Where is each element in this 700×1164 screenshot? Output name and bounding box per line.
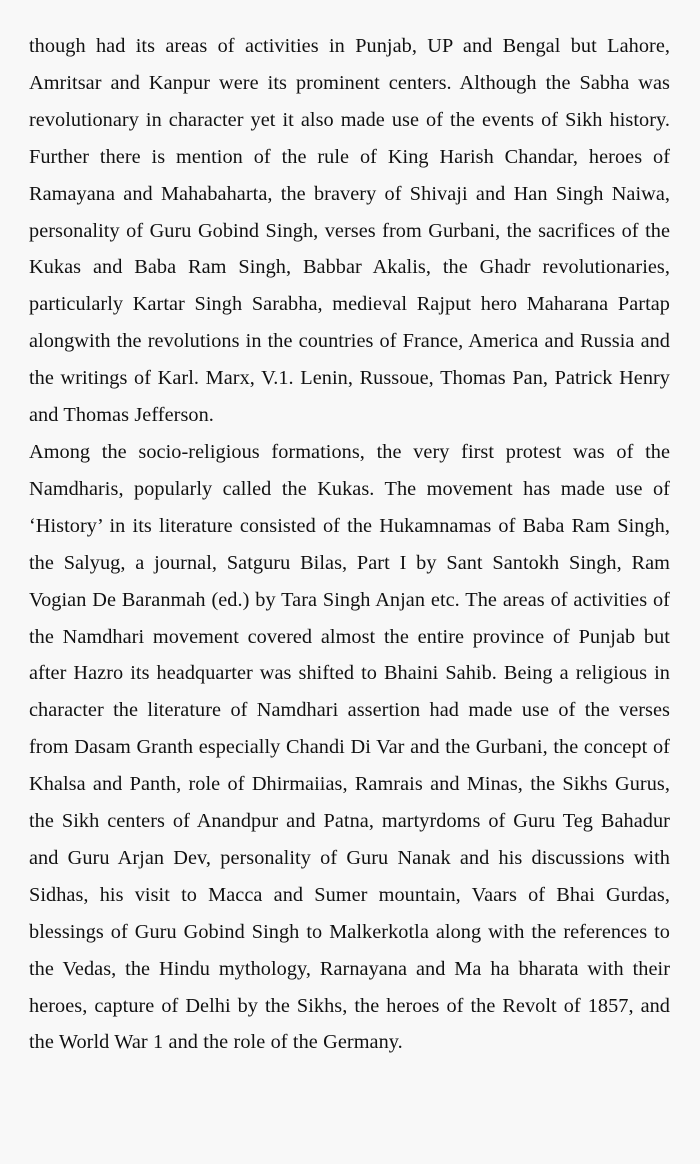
page-bottom-margin (0, 1085, 700, 1164)
body-text-column (29, 28, 670, 1061)
paragraph-namdhari-movement: Among the socio-religious formations, the very first protest was of the Namdharis, popularly called the Kukas. The movement has made use of ‘History’ in its literature consisted of the Hukamnamas of Baba Ram Singh, the Salyug, a journal, Satguru Bilas, Part I by Sant Santokh Singh, Ram Vogian De Baranmah (ed.) by Tara Singh Anjan etc. The areas of activities of the Namdhari movement covered almost the entire province of Punjab but after Hazro its headquarter was shifted to Bhaini Sahib. Being a religious in character the literature of Namdhari assertion had made use of the verses from Dasam Granth especially Chandi Di Var and the Gurbani, the concept of Khalsa and Panth, role of Dhirmaiias, Ramrais and Minas, the Sikhs Gurus, the Sikh centers of Anandpur and Patna, martyrdoms of Guru Teg Bahadur and Guru Arjan Dev, personality of Guru Nanak and his discussions with Sidhas, his visit to Macca and Sumer mountain, Vaars of Bhai Gurdas, blessings of Guru Gobind Singh to Malkerkotla along with the references to the Vedas, the Hindu mythology, Rarnayana and Ma ha bharata with their heroes, capture of Delhi by the Sikhs, the heroes of the Revolt of 1857, and the World War 1 and the role of the Germany. (29, 440, 670, 1054)
paragraph-sabha-activities: though had its areas of activities in Punjab, UP and Bengal but Lahore, Amritsar and Kanpur were its prominent centers. Although the Sabha was revolutionary in character yet it also made use of the events of Sikh history. Further there is mention of the rule of King Harish Chandar, heroes of Ramayana and Mahabaharta, the bravery of Shivaji and Han Singh Naiwa, personality of Guru Gobind Singh, verses from Gurbani, the sacrifices of the Kukas and Baba Ram Singh, Babbar Akalis, the Ghadr revolutionaries, particularly Kartar Singh Sarabha, medieval Rajput hero Maharana Partap alongwith the revolutions in the countries of France, America and Russia and the writings of Karl. Marx, V.1. Lenin, Russoue, Thomas Pan, Patrick Henry and Thomas Jefferson. (29, 35, 670, 427)
